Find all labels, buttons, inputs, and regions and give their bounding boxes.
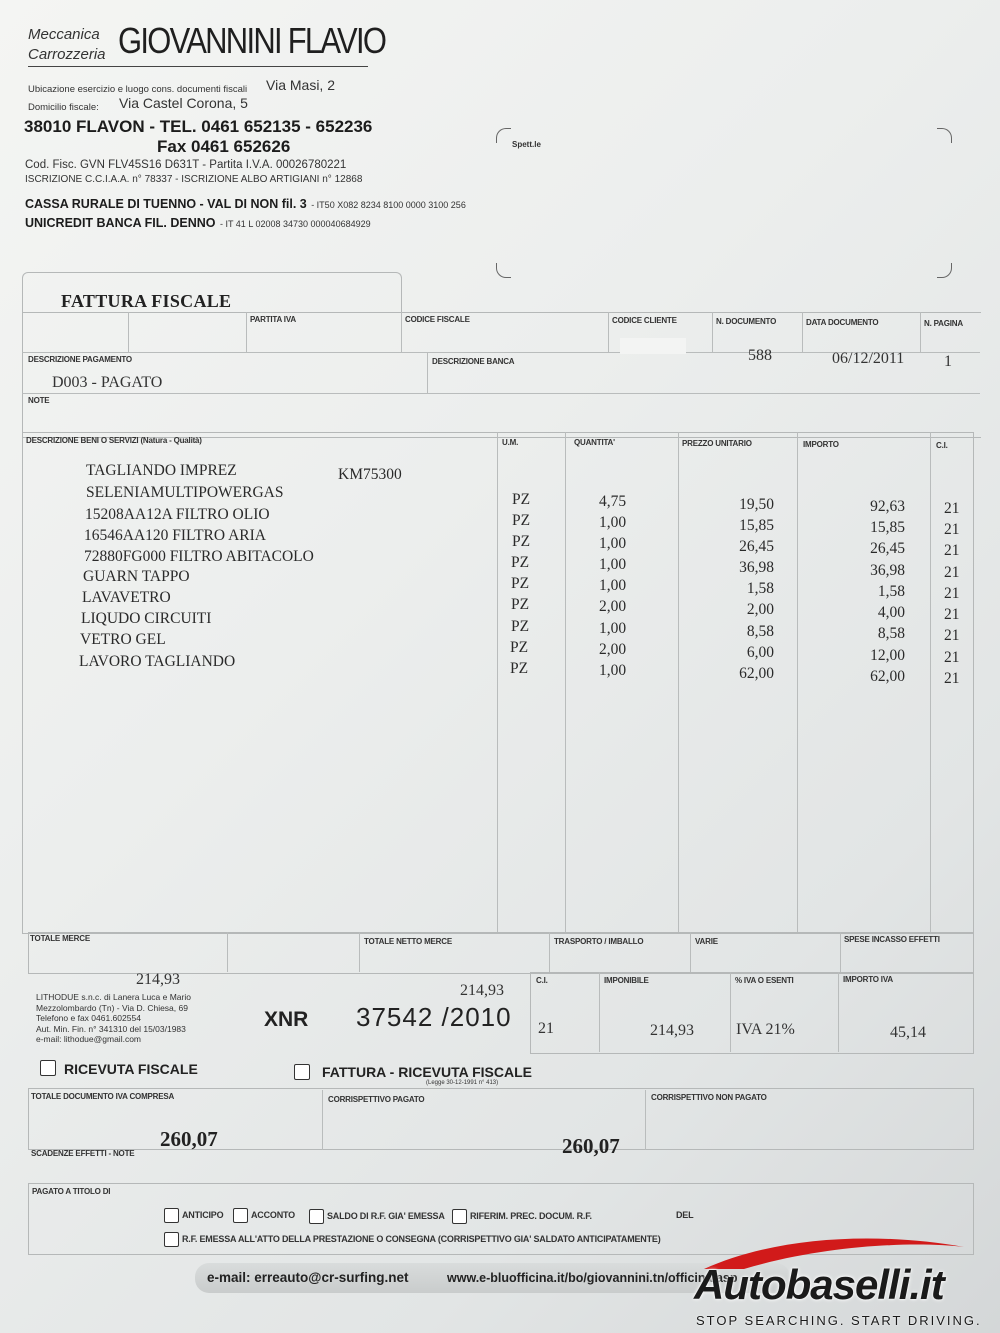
riferim-label: RIFERIM. PREC. DOCUM. R.F.: [470, 1211, 592, 1221]
payment-label: PAGATO A TITOLO DI: [32, 1187, 111, 1196]
row-importo: 12,00: [870, 647, 905, 664]
acconto-checkbox[interactable]: [233, 1208, 248, 1223]
row-qty: 4,75: [599, 493, 627, 510]
watermark-brand: Autobaselli.it: [694, 1261, 944, 1308]
n-pagina-value: 1: [944, 353, 952, 370]
row-qty: 2,00: [599, 641, 627, 658]
intro-line-desc: TAGLIANDO IMPREZ: [86, 462, 237, 479]
vrule-1: [128, 312, 129, 352]
totals-vrule-1: [227, 932, 228, 972]
row-importo: 62,00: [870, 668, 905, 685]
row-importo: 4,00: [877, 604, 905, 621]
meccanica-label: Meccanica: [28, 26, 100, 43]
totale-netto-value: 214,93: [460, 982, 504, 999]
anticipo-checkbox[interactable]: [164, 1208, 179, 1223]
varie-label: VARIE: [695, 937, 718, 946]
printer-line: LITHODUE s.n.c. di Lanera Luca e Mario: [36, 992, 191, 1002]
riferim-checkbox[interactable]: [452, 1209, 467, 1224]
partita-iva-label: PARTITA IVA: [250, 315, 296, 324]
window-corner-tr: [937, 128, 952, 143]
row-ci: 21: [944, 606, 960, 623]
iva-label: % IVA O ESENTI: [735, 976, 794, 985]
row-qty: 1,00: [599, 514, 627, 531]
totale-doc-vrule-1: [322, 1090, 323, 1150]
row-ci: 21: [944, 627, 960, 644]
row-desc: 16546AA120 FILTRO ARIA: [84, 527, 266, 544]
imponibile-label: IMPONIBILE: [604, 976, 649, 985]
descrizione-banca-label: DESCRIZIONE BANCA: [432, 357, 515, 366]
row-um: PZ: [512, 512, 531, 529]
codice-cliente-label: CODICE CLIENTE: [612, 316, 677, 325]
vrule-3: [401, 312, 402, 352]
window-corner-bl: [496, 263, 511, 278]
row-ci: 21: [944, 542, 960, 559]
importo-iva-value: 45,14: [890, 1024, 926, 1041]
row-ci: 21: [944, 564, 960, 581]
doc-title: FATTURA FISCALE: [61, 291, 232, 311]
iscrizione-line: ISCRIZIONE C.C.I.A.A. n° 78337 - ISCRIZIONE ALBO ARTIGIANI n° 12868: [25, 174, 363, 185]
row-um: PZ: [511, 554, 530, 571]
bank2-name: UNICREDIT BANCA FIL. DENNO: [25, 216, 216, 230]
pagamento-value: D003 - PAGATO: [52, 374, 163, 391]
row-um: PZ: [510, 660, 529, 677]
row-ci: 21: [944, 521, 960, 538]
row-um: PZ: [510, 639, 529, 656]
printer-line: Aut. Min. Fin. n° 341310 del 15/03/1983: [36, 1023, 186, 1034]
row-price: 15,85: [739, 517, 774, 534]
addressee-window: [496, 128, 952, 278]
row-desc: LAVAVETRO: [82, 589, 171, 606]
iva-vrule-3: [838, 972, 839, 1052]
footer-web: www.e-bluofficina.it/bo/giovannini.tn/officina.asp: [447, 1271, 738, 1285]
domicilio-label: Domicilio fiscale:: [28, 102, 99, 113]
rule-doc-note: [22, 393, 980, 394]
row-ci: 21: [944, 649, 960, 666]
totale-merce-value: 214,93: [136, 971, 180, 988]
vrule-7: [920, 312, 921, 352]
col-rule-qty: [565, 432, 566, 932]
totals-vrule-2: [359, 932, 360, 972]
spett-label: Spett.le: [512, 140, 541, 149]
col-header-price: PREZZO UNITARIO: [682, 439, 752, 448]
window-corner-br: [937, 263, 952, 278]
row-um: PZ: [511, 618, 530, 635]
phone-line: 38010 FLAVON - TEL. 0461 652135 - 652236: [24, 117, 373, 136]
row-desc: LIQUDO CIRCUITI: [81, 610, 212, 627]
row-qty: 1,00: [599, 620, 627, 637]
row-importo: 8,58: [877, 625, 905, 642]
legge-note: (Legge 30-12-1991 n° 413): [426, 1080, 499, 1086]
footer-email: e-mail: erreauto@cr-surfing.net: [207, 1270, 409, 1285]
totale-doc-label: TOTALE DOCUMENTO IVA COMPRESA: [31, 1092, 175, 1101]
row-ci: 21: [944, 500, 960, 517]
imponibile-value: 214,93: [650, 1022, 694, 1039]
n-pagina-label: N. PAGINA: [924, 319, 963, 328]
note-label: NOTE: [28, 396, 50, 405]
totale-doc-vrule-2: [645, 1090, 646, 1150]
fax-line: Fax 0461 652626: [157, 137, 291, 156]
row-importo: 15,85: [870, 519, 905, 536]
carrozzeria-label: Carrozzeria: [28, 46, 106, 63]
col-rule-importo: [797, 432, 798, 932]
row-um: PZ: [511, 596, 530, 613]
ricevuta-fiscale-checkbox[interactable]: [40, 1060, 56, 1076]
col-rule-ci: [930, 432, 931, 932]
iva-vrule-2: [730, 972, 731, 1052]
vrule-banca: [427, 352, 428, 393]
saldo-label: SALDO DI R.F. GIA' EMESSA: [327, 1211, 445, 1221]
totals-vrule-5: [840, 932, 841, 972]
ricevuta-fiscale-label: RICEVUTA FISCALE: [64, 1061, 198, 1077]
totale-netto-label: TOTALE NETTO MERCE: [364, 937, 452, 946]
totals-vrule-4: [690, 932, 691, 972]
series-code: XNR: [264, 1008, 309, 1031]
col-header-desc: DESCRIZIONE BENI O SERVIZI (Natura - Qualità): [26, 436, 202, 445]
col-rule-um: [497, 432, 498, 932]
scadenze-label: SCADENZE EFFETTI - NOTE: [31, 1149, 135, 1158]
bank1-line: [25, 195, 466, 213]
watermark: [664, 1225, 1000, 1333]
del-label: DEL: [676, 1210, 694, 1220]
row-price: 6,00: [746, 644, 774, 661]
domicilio-value: Via Castel Corona, 5: [119, 95, 248, 111]
row-price: 8,58: [746, 623, 774, 640]
row-price: 62,00: [739, 665, 774, 682]
row-importo: 1,58: [877, 583, 905, 600]
row-desc: GUARN TAPPO: [83, 568, 190, 585]
ubicazione-label: Ubicazione esercizio e luogo cons. documenti fiscali: [28, 84, 248, 95]
row-desc: 15208AA12A FILTRO OLIO: [85, 506, 270, 523]
window-corner-tl: [496, 128, 511, 143]
ci-label: C.I.: [536, 976, 548, 985]
col-header-qty: QUANTITA': [574, 438, 615, 447]
data-documento-value: 06/12/2011: [832, 350, 905, 367]
trasporto-label: TRASPORTO / IMBALLO: [554, 937, 644, 946]
n-documento-value: 588: [748, 347, 772, 364]
fattura-title-box: [22, 272, 402, 313]
row-price: 2,00: [746, 601, 774, 618]
anticipo-label: ANTICIPO: [182, 1210, 224, 1220]
saldo-checkbox[interactable]: [309, 1209, 324, 1224]
row-importo: 26,45: [870, 540, 905, 557]
row-price: 19,50: [739, 496, 774, 513]
row-qty: 1,00: [599, 577, 627, 594]
corrispettivo-pagato-label: CORRISPETTIVO PAGATO: [328, 1095, 425, 1104]
intro-line-desc: SELENIAMULTIPOWERGAS: [86, 484, 284, 501]
rf-emessa-label: R.F. EMESSA ALL'ATTO DELLA PRESTAZIONE O CONSEGNA (CORRISPETTIVO GIA' SALDATO ANTICIPATAMENTE): [182, 1234, 661, 1244]
company-name: GIOVANNINI FLAVIO: [118, 20, 386, 61]
vrule-5: [712, 312, 713, 352]
row-desc: VETRO GEL: [80, 631, 166, 648]
row-um: PZ: [511, 575, 530, 592]
iva-value: IVA 21%: [736, 1021, 795, 1038]
col-rule-price: [678, 432, 679, 932]
rf-emessa-checkbox[interactable]: [164, 1232, 179, 1247]
row-price: 1,58: [746, 580, 774, 597]
bank2-line: [25, 214, 371, 232]
row-um: PZ: [512, 533, 531, 550]
printer-line: Mezzolombardo (Tn) - Via D. Chiesa, 69: [36, 1002, 188, 1013]
watermark-tagline: STOP SEARCHING. START DRIVING.: [696, 1313, 982, 1328]
totals-row: [28, 932, 974, 974]
row-price: 36,98: [739, 559, 774, 576]
bank1-iban: - IT50 X082 8234 8100 0000 3100 256: [311, 200, 466, 210]
row-desc: 72880FG000 FILTRO ABITACOLO: [84, 548, 314, 565]
fattura-ricevuta-checkbox[interactable]: [294, 1064, 310, 1080]
bank1-name: CASSA RURALE DI TUENNO - VAL DI NON fil. 3: [25, 197, 307, 211]
vrule-2: [246, 312, 247, 352]
doc-info-box: [22, 312, 981, 438]
vrule-4: [608, 312, 609, 352]
fattura-ricevuta-label: FATTURA - RICEVUTA FISCALE: [322, 1064, 532, 1080]
n-documento-label: N. DOCUMENTO: [716, 317, 777, 326]
spese-label: SPESE INCASSO EFFETTI: [844, 935, 940, 944]
intro-line-extra: KM75300: [338, 466, 402, 483]
printer-info: [36, 992, 191, 1045]
col-header-importo: IMPORTO: [803, 440, 839, 449]
series-number: 37542 /2010: [356, 1002, 512, 1032]
data-documento-label: DATA DOCUMENTO: [806, 318, 879, 327]
descrizione-pagamento-label: DESCRIZIONE PAGAMENTO: [28, 355, 132, 364]
col-header-um: U.M.: [502, 438, 519, 447]
vrule-6: [802, 312, 803, 352]
row-ci: 21: [944, 585, 960, 602]
row-importo: 92,63: [870, 498, 905, 515]
iva-vrule-1: [599, 972, 600, 1052]
ci-value: 21: [538, 1020, 554, 1037]
acconto-label: ACCONTO: [251, 1210, 295, 1220]
totale-merce-label: TOTALE MERCE: [30, 934, 90, 943]
cod-fisc-line: Cod. Fisc. GVN FLV45S16 D631T - Partita I.V.A. 00026780221: [25, 159, 347, 171]
col-header-ci: C.I.: [936, 441, 948, 450]
header-rule: [28, 66, 368, 67]
row-qty: 1,00: [599, 556, 627, 573]
totals-vrule-3: [549, 932, 550, 972]
codice-fiscale-label: CODICE FISCALE: [405, 315, 470, 324]
row-qty: 1,00: [599, 662, 627, 679]
row-um: PZ: [512, 491, 531, 508]
row-ci: 21: [944, 670, 960, 687]
totale-doc-value: 260,07: [160, 1127, 218, 1151]
redaction-patch: [620, 338, 686, 354]
row-desc: LAVORO TAGLIANDO: [79, 653, 236, 670]
row-price: 26,45: [739, 538, 774, 555]
row-qty: 2,00: [599, 598, 627, 615]
ubicazione-value: Via Masi, 2: [266, 77, 335, 93]
corrispettivo-pagato-value: 260,07: [562, 1134, 620, 1158]
company-header: [22, 18, 466, 238]
printer-line: Telefono e fax 0461.602554: [36, 1013, 141, 1023]
importo-iva-label: IMPORTO IVA: [843, 975, 893, 984]
row-importo: 36,98: [870, 562, 905, 579]
bank2-iban: - IT 41 L 02008 34730 000040684929: [219, 219, 371, 229]
corrispettivo-non-pagato-label: CORRISPETTIVO NON PAGATO: [651, 1093, 767, 1102]
printer-line: e-mail: lithodue@gmail.com: [36, 1034, 142, 1044]
row-qty: 1,00: [599, 535, 627, 552]
